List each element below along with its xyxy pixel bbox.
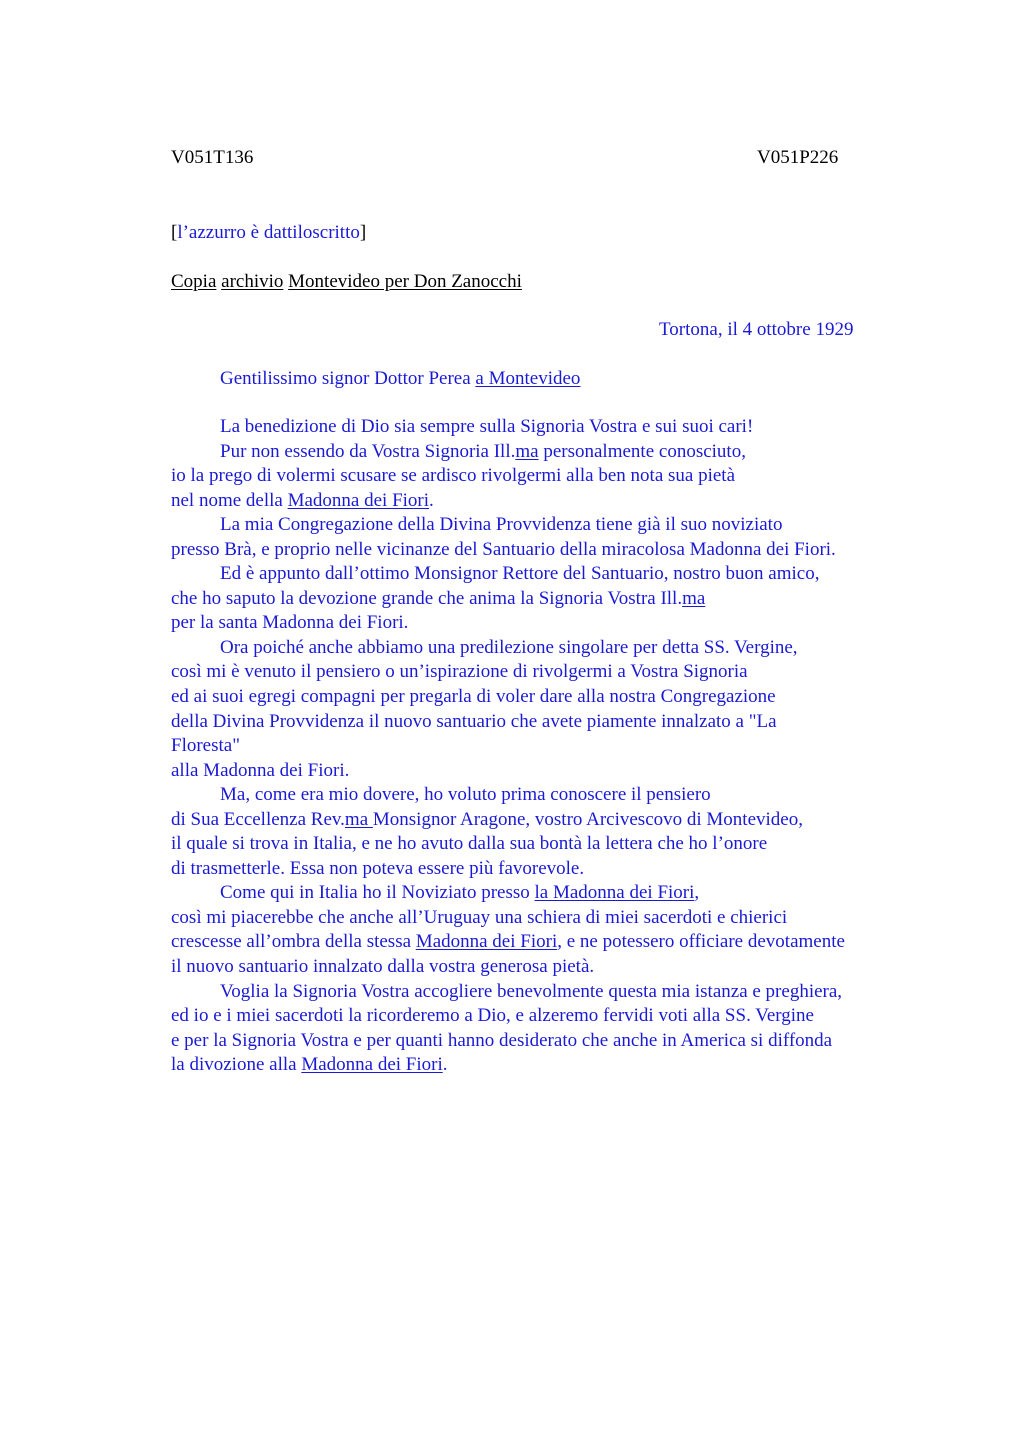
body-line [171, 832, 911, 857]
salutation-text: Gentilissimo signor Dottor Perea [220, 368, 476, 389]
salutation-place: a Montevideo [475, 368, 581, 389]
line-text: Floresta" [171, 735, 240, 757]
body-line [171, 1004, 911, 1029]
body-line [171, 930, 911, 955]
line-underlined: ma [344, 808, 373, 830]
body-line [171, 1029, 911, 1054]
body-line [171, 611, 911, 636]
body-line [171, 513, 911, 538]
line-text: personalmente conosciuto, [538, 440, 746, 462]
body-line [171, 980, 911, 1005]
body-line [171, 562, 911, 587]
line-text: della Divina Provvidenza il nuovo santuario che avete piamente innalzato a "La [171, 710, 777, 732]
body-line [171, 808, 911, 833]
archive-word-archivio: archivio [221, 271, 284, 292]
line-underlined: Madonna dei Fiori [301, 1054, 443, 1076]
body-line [171, 538, 911, 563]
line-underlined: Madonna dei Fiori [415, 931, 558, 953]
line-text: io la prego di volermi scusare se ardisco rivolgermi alla ben nota sua pietà [171, 465, 736, 487]
line-underlined: ma [515, 440, 539, 462]
line-text: Ed è appunto dall’ottimo Monsignor Rettore del Santuario, nostro buon amico, [220, 563, 820, 585]
body-line [171, 955, 911, 980]
line-text: di Sua Eccellenza Rev. [171, 808, 345, 830]
line-text: La mia Congregazione della Divina Provvidenza tiene già il suo noviziato [220, 514, 783, 536]
body-line [171, 415, 911, 440]
header-left-code: V051T136 [171, 147, 254, 168]
body-line [171, 1053, 911, 1078]
body-line [171, 636, 911, 661]
line-text: , [694, 882, 700, 904]
body-line [171, 734, 911, 759]
body-line [171, 906, 911, 931]
note-close-bracket: ] [359, 222, 367, 243]
line-text: Pur non essendo da Vostra Signoria Ill. [220, 440, 516, 462]
line-text: di trasmetterle. Essa non poteva essere più favorevole. [171, 857, 585, 879]
body-line [171, 587, 911, 612]
line-text: Voglia la Signoria Vostra accogliere benevolmente questa mia istanza e preghiera, [220, 980, 843, 1002]
body-line [171, 783, 911, 808]
body-line [171, 660, 911, 685]
line-text: La benedizione di Dio sia sempre sulla Signoria Vostra e sui suoi cari! [220, 416, 754, 437]
line-text: Come qui in Italia ho il Noviziato presso [220, 882, 535, 904]
body-line [171, 489, 911, 514]
line-text: e per la Signoria Vostra e per quanti hanno desiderato che anche in America si diffonda [171, 1029, 833, 1051]
line-text: Ora poiché anche abbiamo una predilezione singolare per detta SS. Vergine, [220, 636, 798, 658]
salutation [220, 367, 580, 391]
line-text: . [429, 489, 434, 511]
line-text: Monsignor Aragone, vostro Arcivescovo di Montevideo, [372, 808, 803, 830]
line-text: il nuovo santuario innalzato dalla vostra generosa pietà. [171, 956, 595, 978]
line-text: che ho saputo la devozione grande che anima la Signoria Vostra Ill. [171, 587, 683, 609]
body-line [171, 464, 911, 489]
archive-word-copia: Copia [171, 271, 217, 292]
body-line [171, 685, 911, 710]
line-text: . [442, 1054, 448, 1076]
line-text: così mi è venuto il pensiero o un’ispirazione di rivolgermi a Vostra Signoria [171, 661, 748, 683]
body-line [171, 710, 911, 735]
body-line [171, 881, 911, 906]
line-text: il quale si trova in Italia, e ne ho avuto dalla sua bontà la lettera che ho l’onore [171, 833, 768, 855]
body-line [171, 857, 911, 882]
line-text: nel nome della [171, 489, 288, 511]
line-text: così mi piacerebbe che anche all’Uruguay una schiera di miei sacerdoti e chierici [171, 906, 788, 928]
typescript-note [171, 221, 366, 245]
line-text: crescesse all’ombra della stessa [171, 931, 416, 953]
note-open-bracket: [ [171, 222, 178, 243]
line-text: ed io e i miei sacerdoti la ricorderemo a Dio, e alzeremo fervidi voti alla SS. Vergine [171, 1005, 814, 1027]
header-right-code: V051P226 [757, 147, 839, 168]
line-text: alla Madonna dei Fiori. [171, 759, 350, 781]
line-text: per la santa Madonna dei Fiori. [171, 612, 409, 634]
line-underlined: ma [682, 587, 706, 609]
line-text: , e ne potessero officiare devotamente [557, 931, 845, 953]
line-underlined: la Madonna dei Fiori [534, 882, 695, 904]
archive-word-destination: Montevideo per Don Zanocchi [288, 271, 522, 292]
body-line [171, 759, 911, 784]
body-line [171, 440, 911, 465]
letter-body [171, 415, 911, 1078]
line-text: Ma, come era mio dovere, ho voluto prima conoscere il pensiero [220, 784, 711, 806]
line-text: ed ai suoi egregi compagni per pregarla di voler dare alla nostra Congregazione [171, 686, 776, 708]
line-underlined: Madonna dei Fiori [287, 489, 430, 511]
line-text: la divozione alla [171, 1054, 302, 1076]
note-text: l’azzurro è dattiloscritto [177, 222, 360, 243]
line-text: presso Brà, e proprio nelle vicinanze del Santuario della miracolosa Madonna dei Fiori. [171, 538, 836, 560]
archive-line [171, 270, 522, 294]
place-date: Tortona, il 4 ottobre 1929 [659, 319, 854, 340]
